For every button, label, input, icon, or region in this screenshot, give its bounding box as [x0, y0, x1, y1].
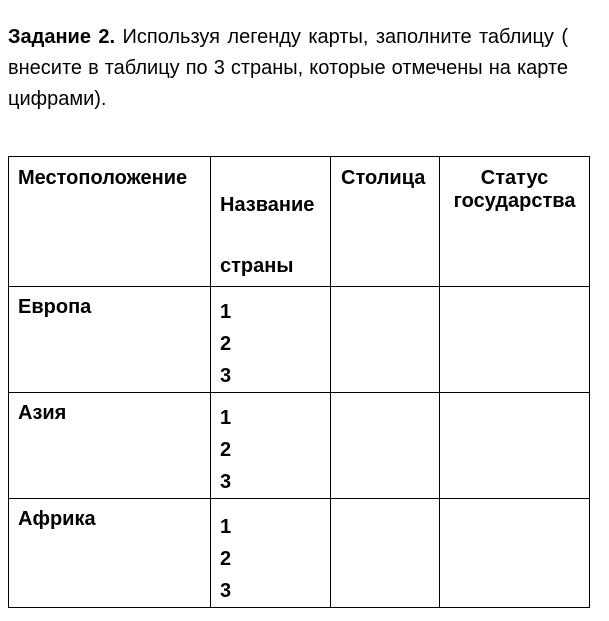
region-cell: [9, 287, 211, 393]
country-name-cell[interactable]: [211, 499, 331, 608]
region-cell: [9, 393, 211, 499]
header-status-line2: государства: [453, 190, 576, 212]
region-cell: [9, 499, 211, 608]
country-number: 3: [220, 580, 232, 602]
country-number: 2: [220, 333, 232, 355]
country-number: 1: [220, 516, 232, 538]
task-text: [8, 22, 568, 115]
header-country-name: [211, 194, 330, 278]
capital-cell[interactable]: [331, 287, 440, 393]
country-number: 1: [220, 301, 232, 323]
region-label: Азия: [18, 402, 67, 424]
header-location: Местоположение: [18, 167, 188, 189]
country-number-list: [211, 499, 330, 607]
status-cell[interactable]: [440, 393, 590, 499]
header-status-line1: Статус: [480, 167, 549, 189]
header-location-cell: [9, 157, 211, 287]
table-header-row: [9, 157, 590, 287]
region-label: Африка: [18, 508, 96, 530]
task-label: Задание 2.: [8, 26, 116, 48]
capital-cell[interactable]: [331, 393, 440, 499]
country-number: 3: [220, 365, 232, 387]
country-number: 2: [220, 548, 232, 570]
country-number: 3: [220, 471, 232, 493]
country-number: 1: [220, 407, 232, 429]
header-country-name-line2: страны: [220, 255, 294, 277]
country-number-list: [211, 287, 330, 392]
table-row: [9, 287, 590, 393]
region-label: Европа: [18, 296, 92, 318]
country-number-list: [211, 393, 330, 498]
header-country-name-line1: Название: [220, 194, 315, 216]
fill-in-table: [8, 156, 590, 608]
table-row: [9, 393, 590, 499]
task-instruction: Используя легенду карты, заполните таблицу ( внесите в таблицу по 3 страны, которые отмечены на карте цифрами).: [8, 26, 568, 110]
header-country-name-cell: [211, 157, 331, 287]
status-cell[interactable]: [440, 287, 590, 393]
header-capital: Столица: [341, 167, 426, 189]
table-row: [9, 499, 590, 608]
country-number: 2: [220, 439, 232, 461]
status-cell[interactable]: [440, 499, 590, 608]
header-status-cell: [440, 157, 590, 287]
capital-cell[interactable]: [331, 499, 440, 608]
header-capital-cell: [331, 157, 440, 287]
header-status: [440, 157, 589, 213]
country-name-cell[interactable]: [211, 393, 331, 499]
country-name-cell[interactable]: [211, 287, 331, 393]
